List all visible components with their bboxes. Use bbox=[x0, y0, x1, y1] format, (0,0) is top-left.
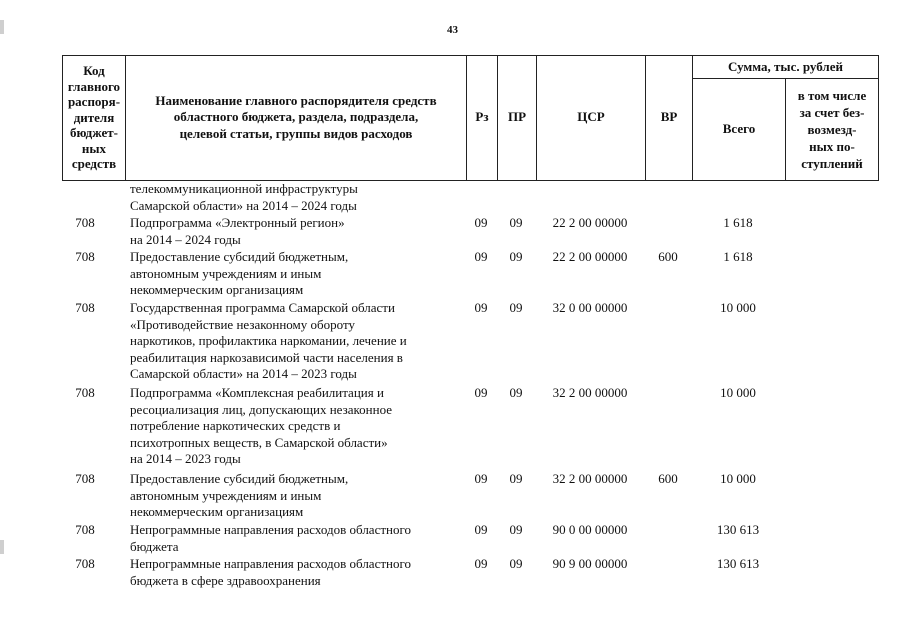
row-name-line: реабилитация наркозависимой части населения в bbox=[130, 349, 403, 365]
row-name-line: телекоммуникационной инфраструктуры bbox=[130, 181, 358, 196]
row-csr: 22 2 00 00000 bbox=[552, 215, 628, 230]
row-name-line: некоммерческим организациям bbox=[130, 504, 304, 519]
row-total: 130 613 bbox=[716, 522, 760, 537]
row-csr: 32 0 00 00000 bbox=[552, 300, 628, 315]
header-name bbox=[126, 56, 466, 179]
row-pr: 09 bbox=[509, 556, 523, 571]
header-code bbox=[63, 56, 125, 179]
row-name bbox=[130, 215, 470, 248]
row-name-line: бюджета в сфере здравоохранения bbox=[130, 572, 321, 588]
header-code-line: бюджет- bbox=[69, 125, 118, 141]
scan-edge-mark bbox=[0, 20, 4, 34]
header-name-line: Наименование главного распорядителя средств bbox=[155, 92, 437, 108]
row-name-line: автономным учреждениям и иным bbox=[130, 265, 322, 281]
header-gratuitous-line: за счет без- bbox=[799, 104, 865, 120]
row-name-line: Предоставление субсидий бюджетным, bbox=[130, 249, 349, 264]
row-name-line: ресоциализация лиц, допускающих незаконное bbox=[130, 401, 393, 417]
row-pr: 09 bbox=[509, 215, 523, 230]
row-vr: 600 bbox=[658, 249, 678, 264]
header-code-line: главного bbox=[67, 78, 121, 94]
row-csr: 90 9 00 00000 bbox=[552, 556, 628, 571]
row-code: 708 bbox=[75, 215, 95, 230]
row-name-line: Государственная программа Самарской области bbox=[130, 300, 395, 315]
row-name-line: некоммерческим организациям bbox=[130, 282, 304, 297]
row-pr: 09 bbox=[509, 385, 523, 400]
row-code: 708 bbox=[75, 522, 95, 537]
header-amount-group: Сумма, тыс. рублей bbox=[728, 58, 843, 74]
row-name-line: автономным учреждениям и иным bbox=[130, 487, 322, 503]
row-name-line: наркотиков, профилактика наркомании, лечение и bbox=[130, 333, 407, 348]
row-name-line: Подпрограмма «Комплексная реабилитация и bbox=[130, 385, 384, 400]
header-code-line: дителя bbox=[73, 109, 115, 125]
row-name-line: бюджета bbox=[130, 538, 179, 554]
row-rz: 09 bbox=[474, 249, 488, 264]
header-gratuitous bbox=[786, 79, 878, 179]
row-rz: 09 bbox=[474, 556, 488, 571]
row-code: 708 bbox=[75, 385, 95, 400]
row-code: 708 bbox=[75, 471, 95, 486]
row-rz: 09 bbox=[474, 522, 488, 537]
row-rz: 09 bbox=[474, 385, 488, 400]
row-name-line: Подпрограмма «Электронный регион» bbox=[130, 215, 345, 230]
row-name-line: на 2014 – 2024 годы bbox=[130, 231, 241, 247]
row-name bbox=[130, 181, 470, 214]
row-name bbox=[130, 249, 470, 299]
row-total: 130 613 bbox=[716, 556, 760, 571]
header-gratuitous-line: возмезд- bbox=[807, 121, 857, 137]
row-name bbox=[130, 556, 470, 589]
row-name-line: «Противодействие незаконному обороту bbox=[130, 316, 355, 332]
row-total: 1 618 bbox=[723, 249, 753, 264]
header-name-line: областного бюджета, раздела, подраздела, bbox=[173, 109, 419, 125]
header-code-line: средств bbox=[71, 156, 117, 172]
row-name-line: Предоставление субсидий бюджетным, bbox=[130, 471, 349, 486]
header-code-line: распоря- bbox=[67, 94, 121, 110]
row-total: 10 000 bbox=[720, 300, 756, 315]
row-name-line: психотропных веществ, в Самарской области» bbox=[130, 434, 388, 450]
header-gratuitous-line: ных по- bbox=[809, 138, 855, 154]
row-name-line: Самарской области» на 2014 – 2024 годы bbox=[130, 197, 357, 213]
row-name bbox=[130, 471, 470, 521]
header-gratuitous-line: в том числе bbox=[797, 87, 867, 103]
row-rz: 09 bbox=[474, 215, 488, 230]
row-csr: 32 2 00 00000 bbox=[552, 385, 628, 400]
row-code: 708 bbox=[75, 556, 95, 571]
row-vr: 600 bbox=[658, 471, 678, 486]
scan-edge-mark bbox=[0, 540, 4, 554]
header-total: Всего bbox=[722, 120, 756, 136]
row-name-line: Непрограммные направления расходов областного bbox=[130, 556, 411, 571]
row-code: 708 bbox=[75, 249, 95, 264]
row-csr: 22 2 00 00000 bbox=[552, 249, 628, 264]
row-rz: 09 bbox=[474, 300, 488, 315]
header-code-line: ных bbox=[81, 140, 107, 156]
row-name bbox=[130, 522, 470, 555]
row-name-line: Самарской области» на 2014 – 2023 годы bbox=[130, 366, 357, 381]
header-name-line: целевой статьи, группы видов расходов bbox=[179, 125, 413, 141]
row-code: 708 bbox=[75, 300, 95, 315]
row-total: 10 000 bbox=[720, 385, 756, 400]
row-total: 1 618 bbox=[723, 215, 753, 230]
page-number: 43 bbox=[447, 24, 458, 36]
header-csr: ЦСР bbox=[577, 109, 605, 125]
row-name bbox=[130, 300, 470, 383]
row-name-line: потребление наркотических средств и bbox=[130, 418, 341, 433]
header-vr: ВР bbox=[660, 109, 678, 125]
row-csr: 90 0 00 00000 bbox=[552, 522, 628, 537]
header-gratuitous-line: ступлений bbox=[801, 155, 863, 171]
row-pr: 09 bbox=[509, 300, 523, 315]
row-name-line: на 2014 – 2023 годы bbox=[130, 451, 241, 466]
row-total: 10 000 bbox=[720, 471, 756, 486]
row-name bbox=[130, 385, 470, 468]
row-pr: 09 bbox=[509, 522, 523, 537]
header-rz: Рз bbox=[475, 109, 489, 125]
header-pr: ПР bbox=[507, 109, 527, 125]
header-code-line: Код bbox=[83, 63, 105, 79]
row-name-line: Непрограммные направления расходов областного bbox=[130, 522, 411, 537]
row-csr: 32 2 00 00000 bbox=[552, 471, 628, 486]
row-pr: 09 bbox=[509, 249, 523, 264]
row-pr: 09 bbox=[509, 471, 523, 486]
row-rz: 09 bbox=[474, 471, 488, 486]
